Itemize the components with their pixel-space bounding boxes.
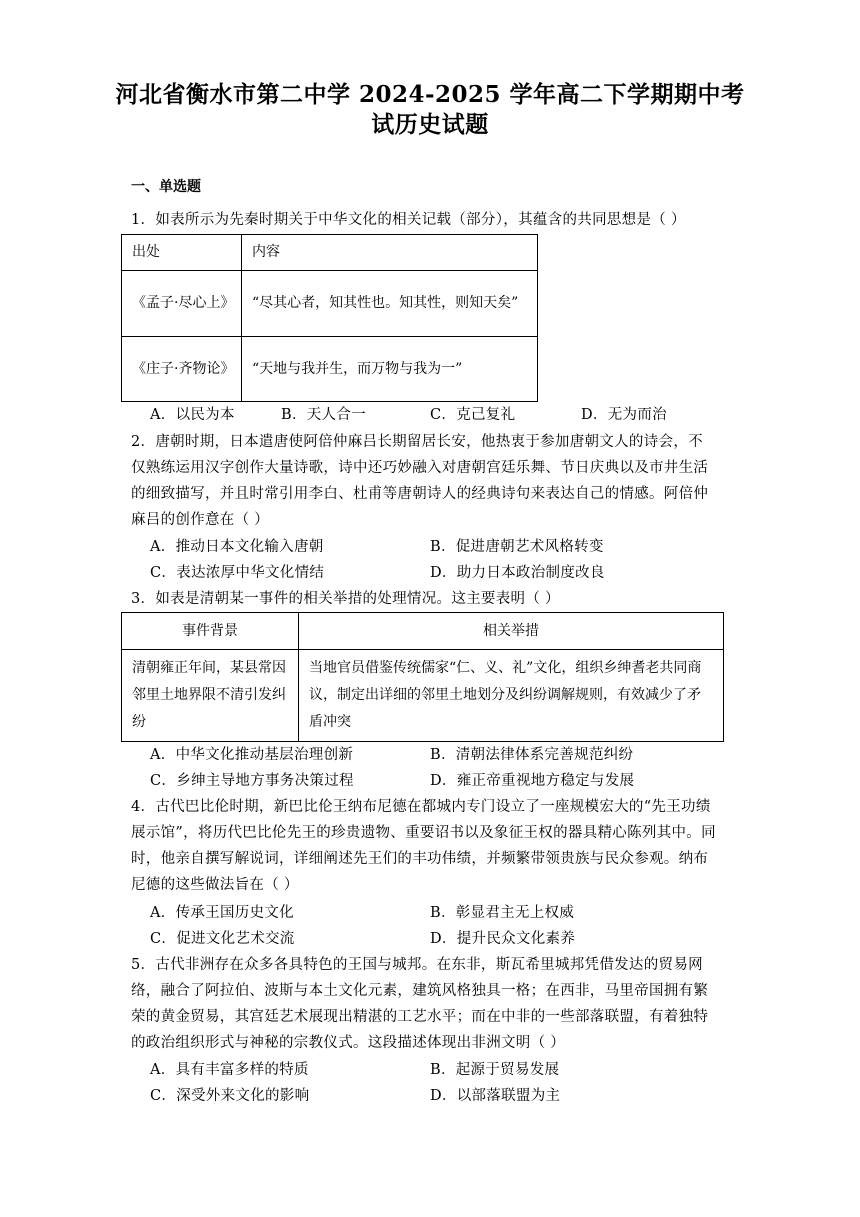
q5-stem-line: 5．古代非洲存在众多各具特色的王国与城邦。在东非，斯瓦希里城邦凭借发达的贸易网 [131, 957, 703, 973]
q2-stem-line: 仅熟练运用汉字创作大量诗歌，诗中还巧妙融入对唐朝宫廷乐舞、节日庆典以及市井生活 [131, 460, 709, 476]
q3-table [121, 612, 724, 742]
q4-option-c[interactable]: C．促进文化艺术交流 [150, 931, 295, 947]
q5-option-b[interactable]: B．起源于贸易发展 [430, 1062, 560, 1078]
q1-option-a[interactable]: A．以民为本 [150, 407, 235, 423]
q4-stem-line: 4．古代巴比伦时期，新巴比伦王纳布尼德在都城内专门设立了一座规模宏大的“先王功绩 [131, 799, 711, 815]
table-header-cell: 出处 [122, 235, 242, 271]
q2-option-c[interactable]: C．表达浓厚中华文化情结 [150, 565, 325, 581]
page-title-line-1: 河北省衡水市第二中学 2024-2025 学年高二下学期期中考 [115, 81, 745, 108]
q2-option-a[interactable]: A．推动日本文化输入唐朝 [150, 539, 324, 555]
q5-option-d[interactable]: D．以部落联盟为主 [430, 1088, 561, 1104]
q5-stem-line: 络，融合了阿拉伯、波斯与本土文化元素，建筑风格独具一格；在西非，马里帝国拥有繁 [131, 983, 709, 999]
section-heading: 一、单选题 [131, 179, 201, 195]
q4-option-d[interactable]: D．提升民众文化素养 [430, 931, 576, 947]
table-header-cell: 相关举措 [299, 613, 724, 650]
q5-stem-line: 的政治组织形式与神秘的宗教仪式。这段描述体现出非洲文明（ ） [131, 1035, 566, 1051]
q3-option-d[interactable]: D．雍正帝重视地方稳定与发展 [430, 773, 635, 789]
q2-stem-line: 麻吕的创作意在（ ） [131, 512, 270, 528]
q5-stem-line: 荣的黄金贸易，其宫廷艺术展现出精湛的工艺水平；而在中非的一些部落联盟，有着独特 [131, 1009, 709, 1025]
q2-option-b[interactable]: B．促进唐朝艺术风格转变 [430, 539, 604, 555]
q5-option-c[interactable]: C．深受外来文化的影响 [150, 1088, 310, 1104]
q3-stem: 3．如表是清朝某一事件的相关举措的处理情况。这主要表明（ ） [131, 591, 560, 607]
table-cell: 《孟子·尽心上》 [122, 271, 242, 337]
table-cell: “天地与我并生，而万物与我为一” [242, 337, 538, 402]
q1-option-b[interactable]: B．天人合一 [281, 407, 366, 423]
q4-option-b[interactable]: B．彰显君主无上权威 [430, 905, 575, 921]
q3-option-b[interactable]: B．清朝法律体系完善规范纠纷 [430, 747, 634, 763]
table-cell: 当地官员借鉴传统儒家“仁、义、礼”文化，组织乡绅耆老共同商议，制定出详细的邻里土地划分及纠纷调解规则，有效减少了矛盾冲突 [299, 650, 724, 742]
q3-option-a[interactable]: A．中华文化推动基层治理创新 [150, 747, 354, 763]
q4-stem-line: 展示馆”，将历代巴比伦先王的珍贵遗物、重要诏书以及象征王权的器具精心陈列其中。同 [131, 825, 716, 841]
q2-stem-line: 的细致描写，并且时常引用李白、杜甫等唐朝诗人的经典诗句来表达自己的情感。阿倍仲 [131, 486, 709, 502]
table-cell: “尽其心者，知其性也。知其性，则知天矣” [242, 271, 538, 337]
q1-stem: 1．如表所示为先秦时期关于中华文化的相关记载（部分），其蕴含的共同思想是（ ） [131, 212, 686, 228]
q1-option-c[interactable]: C．克己复礼 [430, 407, 516, 423]
q4-stem-line: 时，他亲自撰写解说词，详细阐述先王们的丰功伟绩，并频繁带领贵族与民众参观。纳布 [131, 851, 709, 867]
page-title-line-2: 试历史试题 [371, 111, 489, 138]
q1-option-d[interactable]: D．无为而治 [581, 407, 667, 423]
table-header-cell: 内容 [242, 235, 538, 271]
q4-stem-line: 尼德的这些做法旨在（ ） [131, 877, 299, 893]
q4-option-a[interactable]: A．传承王国历史文化 [150, 905, 294, 921]
q3-option-c[interactable]: C．乡绅主导地方事务决策过程 [150, 773, 354, 789]
q1-table [121, 234, 538, 402]
table-cell: 《庄子·齐物论》 [122, 337, 242, 402]
table-cell: 清朝雍正年间，某县常因邻里土地界限不清引发纠纷 [122, 650, 299, 742]
q2-stem-line: 2．唐朝时期，日本遣唐使阿倍仲麻吕长期留居长安，他热衷于参加唐朝文人的诗会，不 [131, 434, 703, 450]
q5-option-a[interactable]: A．具有丰富多样的特质 [150, 1062, 309, 1078]
table-header-cell: 事件背景 [122, 613, 299, 650]
q2-option-d[interactable]: D．助力日本政治制度改良 [430, 565, 605, 581]
